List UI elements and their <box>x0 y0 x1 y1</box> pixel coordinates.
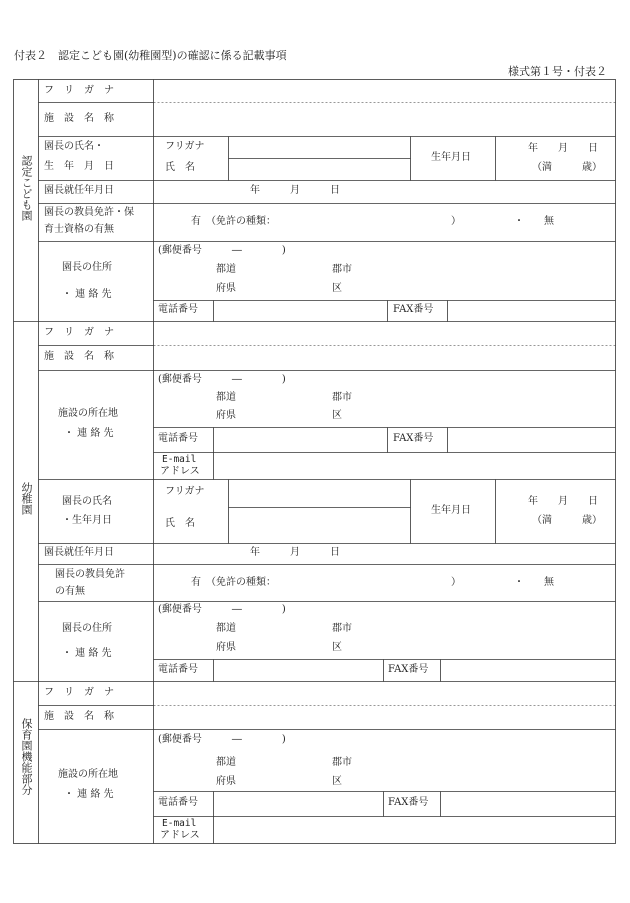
license-no: ・ 無 <box>514 216 554 227</box>
form-number: 様式第１号・付表２ <box>508 65 607 78</box>
fuken-label: 府県 <box>216 410 236 421</box>
postal-code: (郵便番号 ― ) <box>158 734 286 745</box>
label-fax: FAX番号 <box>388 664 429 675</box>
label-k-director-birth: ・生年月日 <box>62 515 112 526</box>
section-label-nintei: 認定こども園 <box>20 155 33 221</box>
license-close-paren: ） <box>451 577 461 588</box>
label-license-2: 育士資格の有無 <box>44 224 114 235</box>
label-birthdate: 生年月日 <box>431 152 471 163</box>
label-director-address: 園長の住所 <box>62 623 112 634</box>
label-tel: 電話番号 <box>158 664 198 675</box>
label-furigana: フ リ ガ ナ <box>44 687 114 698</box>
todo-label: 都道 <box>216 623 236 634</box>
postal-code: (郵便番号 ― ) <box>158 245 286 256</box>
postal-code: (郵便番号 ― ) <box>158 374 286 385</box>
gunshi-label: 郡市 <box>332 757 352 768</box>
ku-label: 区 <box>332 776 342 787</box>
label-facility-contact: ・ 連 絡 先 <box>64 789 114 800</box>
label-director-name-birth: 園長の氏名・ <box>44 141 104 152</box>
section-label-hoiku: 保育園機能部分 <box>20 718 33 795</box>
label-facility-location: 施設の所在地 <box>58 408 118 419</box>
form-title: 付表２ 認定こども園(幼稚園型)の確認に係る記載事項 <box>14 49 287 62</box>
label-facility-name: 施 設 名 称 <box>44 113 114 124</box>
todo-label: 都道 <box>216 264 236 275</box>
gunshi-label: 郡市 <box>332 264 352 275</box>
section-label-yochien: 幼稚園 <box>20 482 33 515</box>
license-yes: 有 （免許の種類： <box>191 577 276 588</box>
fuken-label: 府県 <box>216 642 236 653</box>
gunshi-label: 郡市 <box>332 392 352 403</box>
todo-label: 都道 <box>216 392 236 403</box>
label-email: E-mail <box>162 818 197 829</box>
label-k-director-name: 園長の氏名 <box>62 496 112 507</box>
license-close-paren: ） <box>451 216 461 227</box>
label-facility-location: 施設の所在地 <box>58 769 118 780</box>
label-facility-name: 施 設 名 称 <box>44 351 114 362</box>
label-furigana-small: フリガナ <box>165 486 205 497</box>
label-furigana-small: フリガナ <box>165 141 205 152</box>
birth-age: （満 歳） <box>532 515 602 526</box>
inauguration-date: 年 月 日 <box>250 547 340 558</box>
license-yes: 有 （免許の種類： <box>191 216 276 227</box>
fuken-label: 府県 <box>216 776 236 787</box>
label-tel: 電話番号 <box>158 304 198 315</box>
ku-label: 区 <box>332 410 342 421</box>
inauguration-date: 年 月 日 <box>250 185 340 196</box>
label-director-contact: ・ 連 絡 先 <box>62 289 112 300</box>
gunshi-label: 郡市 <box>332 623 352 634</box>
ku-label: 区 <box>332 283 342 294</box>
label-tel: 電話番号 <box>158 797 198 808</box>
label-inauguration: 園長就任年月日 <box>44 547 114 558</box>
label-license: 園長の教員免許・保 <box>44 207 134 218</box>
label-furigana: フ リ ガ ナ <box>44 327 114 338</box>
label-director-contact: ・ 連 絡 先 <box>62 648 112 659</box>
todo-label: 都道 <box>216 757 236 768</box>
label-k-license: 園長の教員免許 <box>55 569 125 580</box>
label-email-2: アドレス <box>160 830 200 841</box>
ku-label: 区 <box>332 642 342 653</box>
label-facility-name: 施 設 名 称 <box>44 711 114 722</box>
postal-code: (郵便番号 ― ) <box>158 604 286 615</box>
license-no: ・ 無 <box>514 577 554 588</box>
label-fax: FAX番号 <box>393 304 434 315</box>
label-facility-contact: ・ 連 絡 先 <box>64 428 114 439</box>
label-birthdate: 生年月日 <box>431 505 471 516</box>
label-fax: FAX番号 <box>388 797 429 808</box>
label-email: E-mail <box>162 454 197 465</box>
label-director-address: 園長の住所 <box>62 262 112 273</box>
label-fax: FAX番号 <box>393 433 434 444</box>
birth-date-ymd: 年 月 日 <box>528 496 598 507</box>
label-director-name-birth-2: 生 年 月 日 <box>44 161 114 172</box>
label-email-2: アドレス <box>160 466 200 477</box>
label-tel: 電話番号 <box>158 433 198 444</box>
birth-date-ymd: 年 月 日 <box>528 143 598 154</box>
label-inauguration: 園長就任年月日 <box>44 185 114 196</box>
fuken-label: 府県 <box>216 283 236 294</box>
label-k-license-2: の有無 <box>55 586 85 597</box>
label-shimei: 氏 名 <box>165 518 195 529</box>
birth-age: （満 歳） <box>532 162 602 173</box>
label-furigana: フ リ ガ ナ <box>44 85 114 96</box>
label-shimei: 氏 名 <box>165 162 195 173</box>
